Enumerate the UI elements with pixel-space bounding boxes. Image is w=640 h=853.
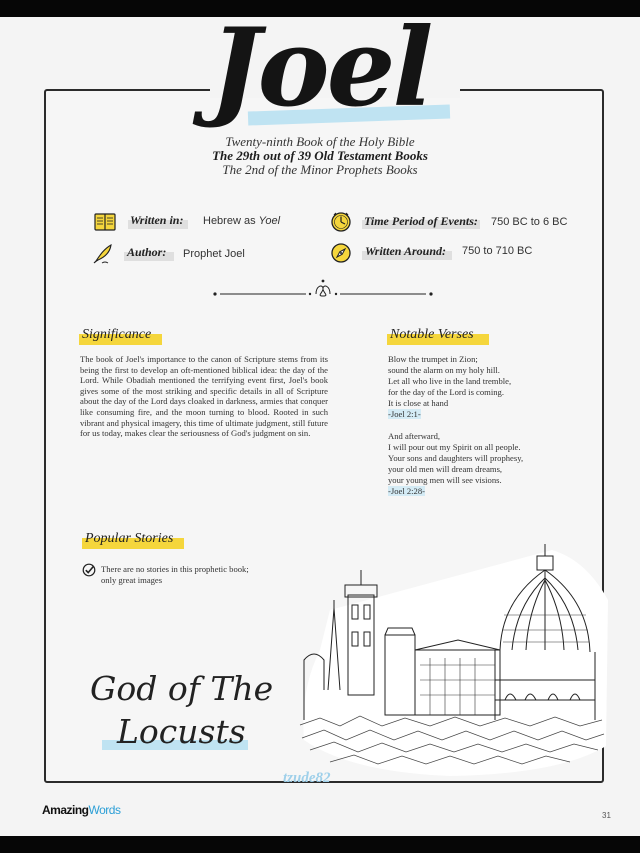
popular-stories-title: Popular Stories bbox=[85, 531, 174, 546]
time-period-value: 750 BC to 6 BC bbox=[491, 216, 568, 228]
ornament-divider bbox=[212, 278, 434, 300]
brand-logo: AmazingWords bbox=[42, 803, 121, 817]
clock-icon bbox=[330, 211, 352, 233]
time-period-label: Time Period of Events: bbox=[364, 214, 478, 228]
cathedral-illustration bbox=[290, 540, 610, 780]
verse-line: your young men will see visions. bbox=[388, 475, 502, 485]
author-value: Prophet Joel bbox=[183, 248, 245, 260]
author-label: Author: bbox=[127, 245, 167, 259]
check-circle-icon bbox=[82, 563, 96, 577]
verse-reference: -Joel 2:28- bbox=[388, 486, 425, 496]
subtitle-line-1: Twenty-ninth Book of the Holy Bible bbox=[225, 134, 415, 149]
verse-reference: -Joel 2:1- bbox=[388, 409, 421, 419]
significance-text: The book of Joel's importance to the canon of Scripture stems from its being the first to develop an oft-mentioned biblical idea: the day of the Lord. While Obadiah mentioned the terrifying event first, Joel's book gives some of the most striking and specific details in all of Scripture about the day of the Lord days cloaked in darkness, armies that conquer like consuming fire, and the moon turning to blood. Rooted in such vibrant and physical imagery, this time of ultimate judgment, still future for us today, makes clear the seriousness of God's judgment on sin. bbox=[80, 354, 328, 439]
popular-stories-text: There are no stories in this prophetic book; only great images bbox=[101, 564, 249, 585]
subtitle-line-2: The 29th out of 39 Old Testament Books bbox=[212, 148, 428, 163]
watermark: tzude82 bbox=[283, 770, 331, 786]
written-around-label: Written Around: bbox=[365, 244, 447, 258]
compass-icon bbox=[330, 242, 352, 264]
verse-line: Let all who live in the land tremble, bbox=[388, 376, 512, 386]
subtitle-line-3: The 2nd of the Minor Prophets Books bbox=[222, 162, 418, 177]
written-in-label: Written in: bbox=[130, 213, 184, 227]
verse-line: your old men will dream dreams, bbox=[388, 464, 503, 474]
written-in-value: Hebrew as Yoel bbox=[203, 215, 281, 227]
page-title: Joel bbox=[209, 5, 431, 131]
book-icon bbox=[94, 211, 116, 233]
verse-line: I will pour out my Spirit on all people. bbox=[388, 442, 521, 452]
significance-title: Significance bbox=[82, 327, 152, 342]
written-around-value: 750 to 710 BC bbox=[462, 245, 533, 257]
verse-line: Blow the trumpet in Zion; bbox=[388, 354, 478, 364]
bottom-bar bbox=[0, 836, 640, 853]
tagline-line-2: Locusts bbox=[117, 712, 246, 751]
page-number: 31 bbox=[602, 811, 611, 820]
tagline-line-1: God of The bbox=[90, 669, 274, 708]
verse-line: Your sons and daughters will prophesy, bbox=[388, 453, 524, 463]
verse-line: sound the alarm on my holy hill. bbox=[388, 365, 500, 375]
verse-line: And afterward, bbox=[388, 431, 441, 441]
notable-verses-title: Notable Verses bbox=[390, 327, 474, 342]
notable-verses-list bbox=[388, 354, 588, 497]
verse-line: It is close at hand bbox=[388, 398, 449, 408]
quill-icon bbox=[92, 243, 114, 265]
verse-line: for the day of the Lord is coming. bbox=[388, 387, 504, 397]
